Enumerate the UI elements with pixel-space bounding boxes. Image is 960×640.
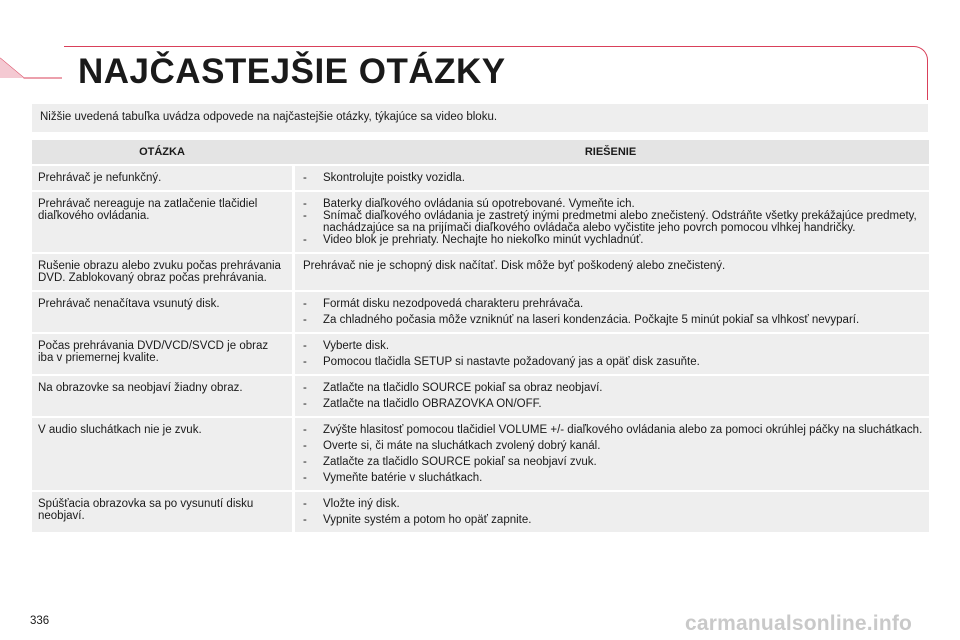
bullet-dash: - <box>303 472 307 484</box>
bullet-dash: - <box>303 498 307 510</box>
solution-text: Snímač diaľkového ovládania je zastretý inými predmetmi alebo znečistený. Odstráňte všetky prekážajúce predmety, nachádzajúce sa na prijímači diaľkového ovládača alebo vyčistite jeho povrch pomocou vlhkej handričky. <box>323 210 917 234</box>
table-row <box>32 492 929 532</box>
solution-item <box>303 440 923 452</box>
solution-cell <box>292 334 929 374</box>
question-cell: Prehrávač nereaguje na zatlačenie tlačidiel diaľkového ovládania. <box>32 192 292 252</box>
faq-table-body <box>32 166 929 532</box>
bullet-dash: - <box>303 514 307 526</box>
table-row <box>32 334 929 374</box>
table-row <box>32 418 929 490</box>
table-row <box>32 376 929 416</box>
bullet-dash: - <box>303 340 307 352</box>
solution-item <box>303 472 923 484</box>
solution-text: Formát disku nezodpovedá charakteru prehrávača. <box>323 298 584 310</box>
question-cell: Prehrávač je nefunkčný. <box>32 166 292 190</box>
solution-text: Vložte iný disk. <box>323 498 400 510</box>
solution-text: Vyberte disk. <box>323 340 390 352</box>
bullet-dash: - <box>303 424 307 436</box>
question-cell: V audio sluchátkach nie je zvuk. <box>32 418 292 490</box>
bullet-dash: - <box>303 210 307 222</box>
page-number: 336 <box>30 615 50 627</box>
bullet-dash: - <box>303 440 307 452</box>
solution-text: Pomocou tlačidla SETUP si nastavte požadovaný jas a opäť disk zasuňte. <box>323 356 700 368</box>
bullet-dash: - <box>303 234 307 246</box>
solution-text: Zatlačte na tlačidlo SOURCE pokiaľ sa obraz neobjaví. <box>323 382 603 394</box>
solution-item <box>303 314 923 326</box>
solution-item <box>303 340 923 352</box>
solution-cell <box>292 254 929 290</box>
solution-cell <box>292 492 929 532</box>
bullet-dash: - <box>303 298 307 310</box>
question-cell: Prehrávač nenačítava vsunutý disk. <box>32 292 292 332</box>
solution-item <box>303 260 923 272</box>
question-cell: Na obrazovke sa neobjaví žiadny obraz. <box>32 376 292 416</box>
solution-text: Vypnite systém a potom ho opäť zapnite. <box>323 514 532 526</box>
solution-item <box>303 298 923 310</box>
bullet-dash: - <box>303 356 307 368</box>
solution-cell <box>292 376 929 416</box>
solution-text: Baterky diaľkového ovládania sú opotrebované. Vymeňte ich. <box>323 198 635 210</box>
solution-item <box>303 234 923 246</box>
corner-tab-decoration <box>0 48 62 100</box>
header-question: OTÁZKA <box>32 140 292 164</box>
page-title: NAJČASTEJŠIE OTÁZKY <box>78 52 506 91</box>
bullet-dash: - <box>303 456 307 468</box>
solution-text: Zatlačte na tlačidlo OBRAZOVKA ON/OFF. <box>323 398 542 410</box>
table-row <box>32 192 929 252</box>
faq-table <box>32 138 929 534</box>
solution-text: Vymeňte batérie v sluchátkach. <box>323 472 483 484</box>
solution-item <box>303 356 923 368</box>
header-solution: RIEŠENIE <box>292 140 929 164</box>
question-cell: Rušenie obrazu alebo zvuku počas prehrávania DVD. Zablokovaný obraz počas prehrávania. <box>32 254 292 290</box>
solution-item <box>303 198 923 210</box>
solution-text: Zatlačte za tlačidlo SOURCE pokiaľ sa neobjaví zvuk. <box>323 456 597 468</box>
solution-item <box>303 210 923 234</box>
bullet-dash: - <box>303 314 307 326</box>
solution-item <box>303 398 923 410</box>
table-header-row <box>32 140 929 164</box>
solution-text: Prehrávač nie je schopný disk načítať. Disk môže byť poškodený alebo znečistený. <box>303 260 726 272</box>
solution-item <box>303 514 923 526</box>
question-cell: Spúšťacia obrazovka sa po vysunutí disku neobjaví. <box>32 492 292 532</box>
bullet-dash: - <box>303 172 307 184</box>
solution-item <box>303 498 923 510</box>
intro-text: Nižšie uvedená tabuľka uvádza odpovede na najčastejšie otázky, týkajúce sa video bloku. <box>32 104 928 132</box>
table-row <box>32 254 929 290</box>
solution-item <box>303 172 923 184</box>
solution-item <box>303 382 923 394</box>
solution-item <box>303 424 923 436</box>
bullet-dash: - <box>303 382 307 394</box>
question-cell: Počas prehrávania DVD/VCD/SVCD je obraz iba v priemernej kvalite. <box>32 334 292 374</box>
bullet-dash: - <box>303 198 307 210</box>
solution-cell <box>292 192 929 252</box>
solution-item <box>303 456 923 468</box>
table-row <box>32 166 929 190</box>
solution-text: Skontrolujte poistky vozidla. <box>323 172 465 184</box>
solution-text: Za chladného počasia môže vzniknúť na laseri kondenzácia. Počkajte 5 minút pokiaľ sa vlhkosť nevyparí. <box>323 314 860 326</box>
solution-cell <box>292 418 929 490</box>
table-row <box>32 292 929 332</box>
solution-text: Zvýšte hlasitosť pomocou tlačidiel VOLUME +/- diaľkového ovládania alebo za pomoci okrúhlej páčky na sluchátkach. <box>323 424 923 436</box>
solution-cell <box>292 166 929 190</box>
bullet-dash: - <box>303 398 307 410</box>
solution-text: Overte si, či máte na sluchátkach zvolený dobrý kanál. <box>323 440 601 452</box>
solution-cell <box>292 292 929 332</box>
solution-text: Video blok je prehriaty. Nechajte ho niekoľko minút vychladnúť. <box>323 234 644 246</box>
watermark: carmanualsonline.info <box>685 612 913 635</box>
